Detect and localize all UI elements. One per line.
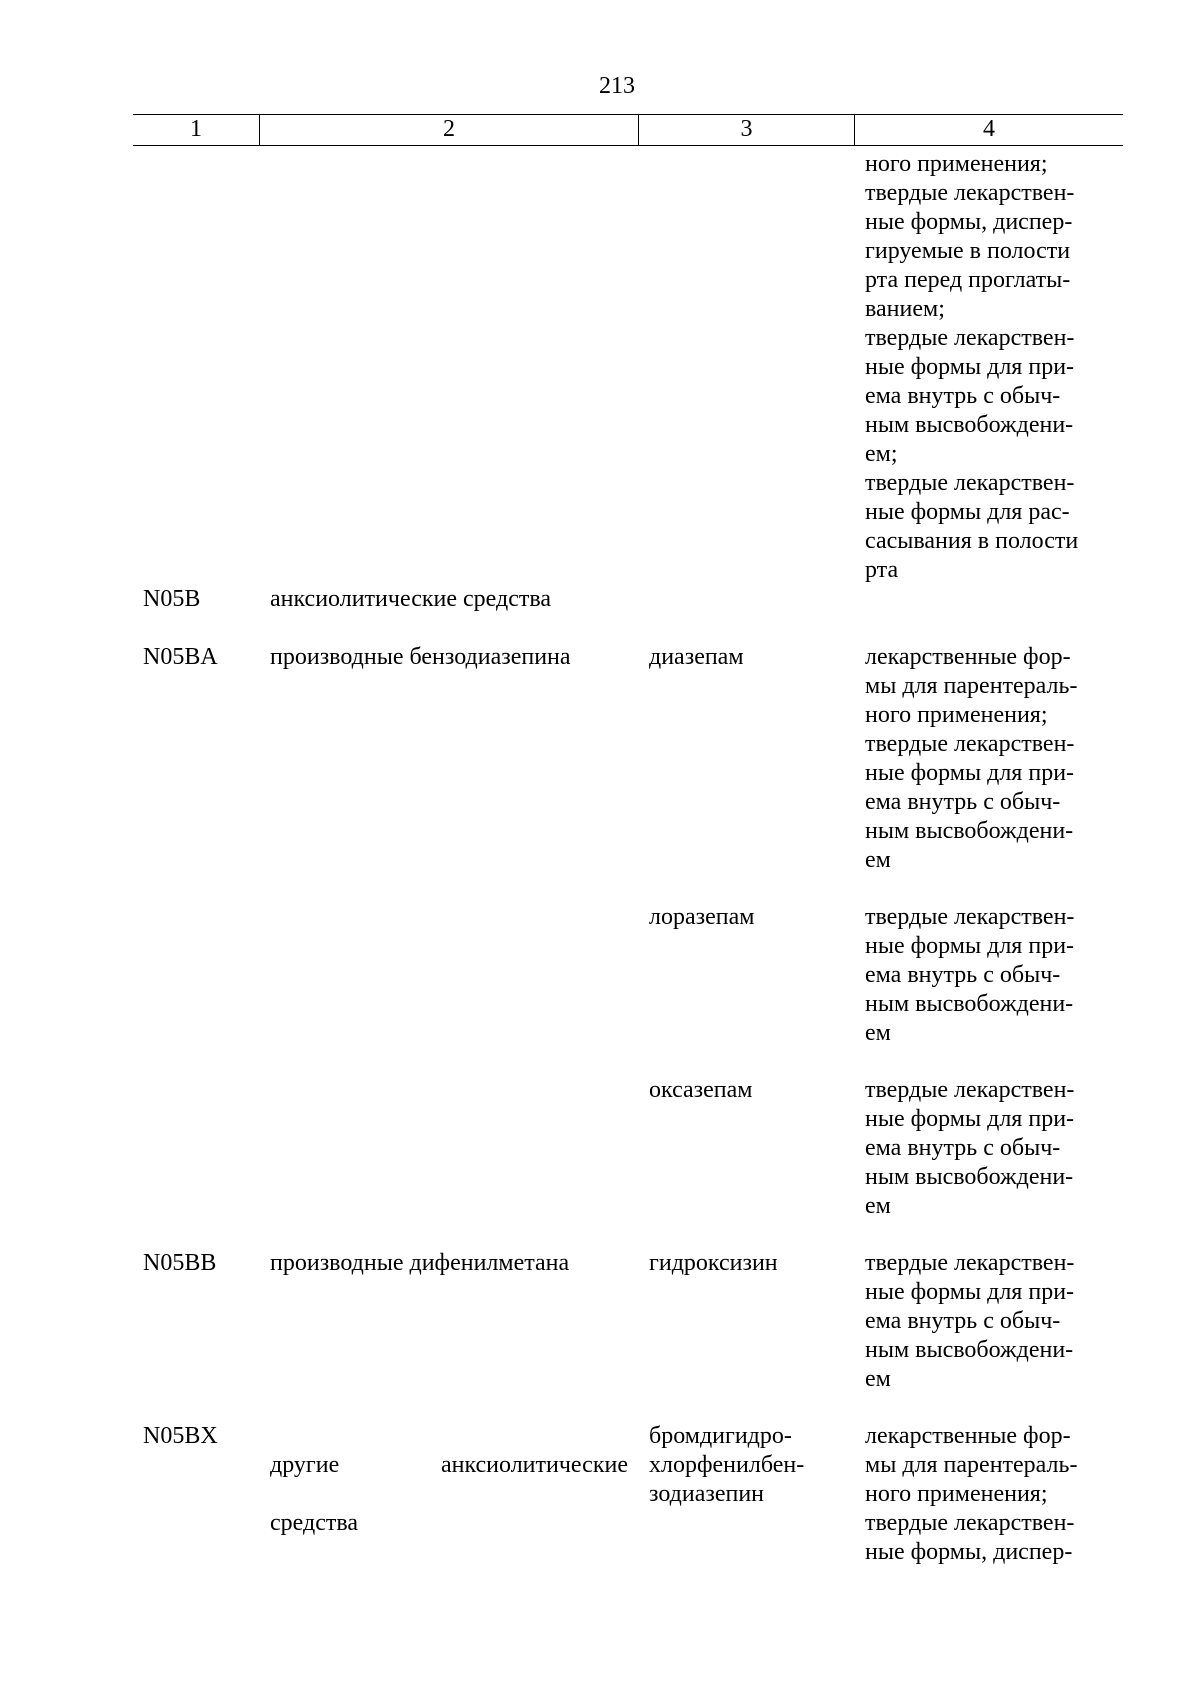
column-header-3: 3 <box>638 115 854 145</box>
dosage-forms-cell: ного применения; твердые лекарствен- ные формы, диспер- гируемые в полости рта перед проглаты- ванием; твердые лекарствен- ные формы для при- ема внутрь с обыч- ным высвобождени- ем; твердые лекарствен- ные формы для рас- сасывания в полости рта <box>865 151 1079 583</box>
group-name-cell: производные дифенилметана <box>270 1250 570 1276</box>
dosage-forms-cell: лекарственные фор- мы для парентераль- ного применения; твердые лекарствен- ные формы для при- ема внутрь с обыч- ным высвобождени- ем <box>865 644 1078 873</box>
column-header-1: 1 <box>190 116 202 142</box>
group-name-cell: анксиолитические средства <box>270 586 552 612</box>
group-name-word: другие <box>270 1452 340 1478</box>
table-header-row <box>133 114 1123 146</box>
dosage-forms-cell: твердые лекарствен- ные формы для при- ема внутрь с обыч- ным высвобождени- ем <box>865 1077 1075 1219</box>
column-header-4: 4 <box>854 115 1123 145</box>
dosage-forms-cell: лекарственные фор- мы для парентераль- ного применения; твердые лекарствен- ные формы, диспер- <box>865 1423 1078 1565</box>
drug-name-cell: оксазепам <box>649 1077 753 1103</box>
drug-name-cell: лоразепам <box>649 904 755 930</box>
page-number: 213 <box>599 73 635 99</box>
dosage-forms-cell: твердые лекарствен- ные формы для при- ема внутрь с обыч- ным высвобождени- ем <box>865 904 1075 1046</box>
drug-name-cell: гидроксизин <box>649 1250 778 1276</box>
atc-code-cell: N05BB <box>143 1250 217 1276</box>
column-header-2: 2 <box>259 115 638 145</box>
group-name-cell <box>270 1422 628 1567</box>
drug-name-cell: бромдигидро- хлорфенилбен- зодиазепин <box>649 1423 805 1507</box>
atc-code-cell: N05BX <box>143 1423 218 1449</box>
drug-name-cell: диазепам <box>649 644 744 670</box>
group-name-line: средства <box>270 1510 359 1536</box>
atc-code-cell: N05BA <box>143 644 218 670</box>
group-name-cell: производные бензодиазепина <box>270 644 571 670</box>
group-name-word: анксиолитические <box>440 1452 628 1478</box>
dosage-forms-cell: твердые лекарствен- ные формы для при- ема внутрь с обыч- ным высвобождени- ем <box>865 1250 1075 1392</box>
atc-code-cell: N05B <box>143 586 201 612</box>
